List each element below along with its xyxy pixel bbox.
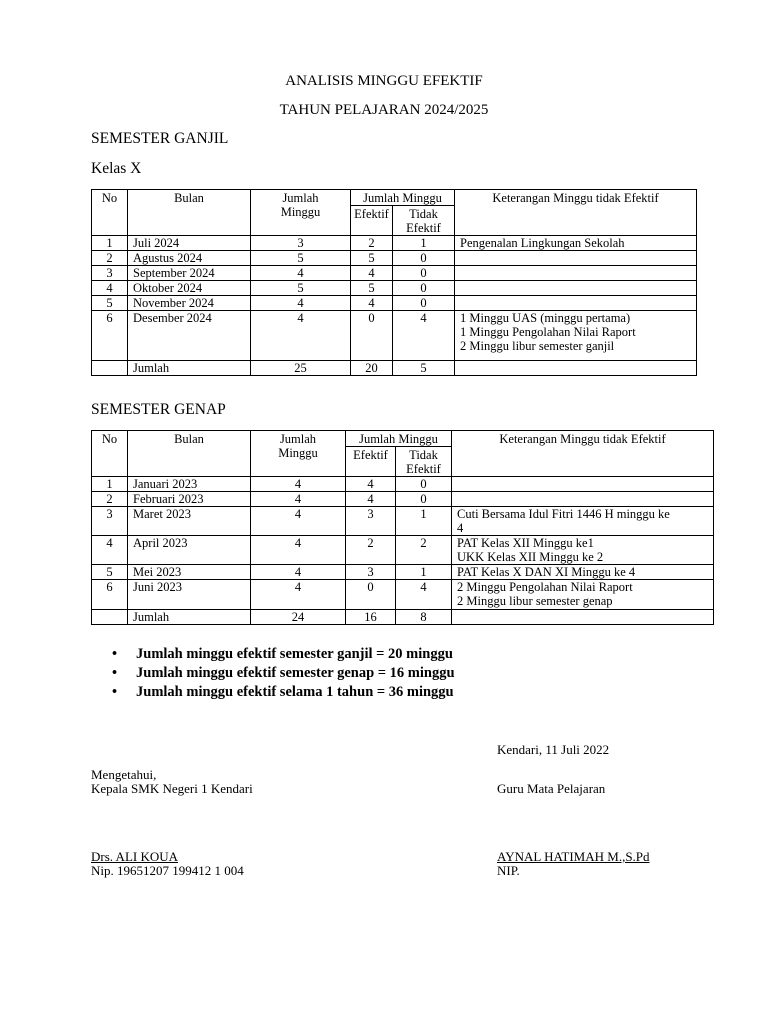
cell-bulan: Desember 2024	[128, 311, 251, 361]
keterangan-line: PAT Kelas X DAN XI Minggu ke 4	[457, 565, 636, 579]
cell-tidak-efektif: 0	[393, 266, 455, 281]
keterangan-line: 4	[457, 521, 464, 535]
keterangan-line: 1 Minggu UAS (minggu pertama)	[460, 311, 631, 325]
document-subtitle: TAHUN PELAJARAN 2024/2025	[279, 102, 489, 118]
cell-efektif: 5	[351, 251, 393, 266]
col-header-tidak-efektif: Tidak Efektif	[393, 206, 455, 236]
table-row	[92, 580, 714, 610]
cell-no: 5	[92, 565, 128, 580]
cell-bulan: Oktober 2024	[128, 281, 251, 296]
total-efektif: 16	[346, 610, 396, 625]
table-row	[92, 565, 714, 580]
total-tidak-efektif: 8	[396, 610, 452, 625]
cell-tidak-efektif: 0	[396, 477, 452, 492]
cell-keterangan	[455, 296, 697, 311]
cell-jumlah-minggu: 5	[251, 281, 351, 296]
cell-jumlah-minggu: 4	[251, 477, 346, 492]
cell-no: 4	[92, 281, 128, 296]
cell-no: 1	[92, 477, 128, 492]
table-row	[92, 492, 714, 507]
table-row	[92, 236, 697, 251]
col-header-group-jumlah-minggu: Jumlah Minggu	[351, 190, 455, 206]
cell-jumlah-minggu: 4	[251, 492, 346, 507]
table-row	[92, 296, 697, 311]
cell-efektif: 0	[346, 580, 396, 610]
cell-tidak-efektif: 0	[393, 296, 455, 311]
semester-genap-heading: SEMESTER GENAP	[91, 401, 226, 418]
cell-bulan: Juli 2024	[128, 236, 251, 251]
summary-item: • Jumlah minggu efektif semester ganjil = 20 minggu	[114, 645, 714, 664]
cell-keterangan	[455, 311, 697, 361]
cell-efektif: 2	[346, 536, 396, 565]
col-header-group-jumlah-minggu: Jumlah Minggu	[346, 431, 452, 447]
col-header-keterangan: Keterangan Minggu tidak Efektif	[455, 190, 697, 236]
cell-efektif: 0	[351, 311, 393, 361]
cell-tidak-efektif: 0	[393, 281, 455, 296]
cell-keterangan	[452, 610, 714, 625]
cell-no: 6	[92, 580, 128, 610]
cell-tidak-efektif: 4	[396, 580, 452, 610]
keterangan-line: 2 Minggu Pengolahan Nilai Raport	[457, 580, 633, 594]
principal-name: Drs. ALI KOUA	[91, 849, 179, 864]
cell-jumlah-minggu: 4	[251, 311, 351, 361]
cell-bulan: April 2023	[128, 536, 251, 565]
cell-no: 2	[92, 251, 128, 266]
cell-keterangan	[452, 580, 714, 610]
document-title: ANALISIS MINGGU EFEKTIF	[285, 73, 483, 89]
keterangan-line: Cuti Bersama Idul Fitri 1446 H minggu ke	[457, 507, 670, 521]
teacher-nip: NIP.	[497, 863, 520, 878]
acknowledged-label: Mengetahui,	[91, 767, 157, 782]
cell-jumlah-minggu: 4	[251, 507, 346, 536]
cell-tidak-efektif: 1	[396, 565, 452, 580]
col-header-bulan: Bulan	[128, 190, 251, 236]
cell-no: 4	[92, 536, 128, 565]
table-row	[92, 536, 714, 565]
cell-jumlah-minggu: 4	[251, 266, 351, 281]
cell-efektif: 4	[346, 477, 396, 492]
cell-keterangan	[452, 507, 714, 536]
cell-keterangan	[452, 477, 714, 492]
cell-no	[92, 610, 128, 625]
cell-tidak-efektif: 1	[393, 236, 455, 251]
cell-tidak-efektif: 2	[396, 536, 452, 565]
semester-ganjil-table	[91, 189, 697, 376]
col-header-keterangan: Keterangan Minggu tidak Efektif	[452, 431, 714, 477]
cell-efektif: 3	[346, 565, 396, 580]
col-header-no: No	[92, 190, 128, 236]
keterangan-line: 1 Minggu Pengolahan Nilai Raport	[460, 325, 636, 339]
col-header-jumlah-minggu: Jumlah Minggu	[251, 190, 351, 236]
total-label: Jumlah	[128, 610, 251, 625]
cell-keterangan	[452, 565, 714, 580]
cell-bulan: Juni 2023	[128, 580, 251, 610]
semester-genap-table	[91, 430, 714, 625]
total-row	[92, 610, 714, 625]
cell-keterangan	[455, 251, 697, 266]
cell-keterangan	[455, 236, 697, 251]
cell-bulan: Mei 2023	[128, 565, 251, 580]
cell-keterangan	[452, 492, 714, 507]
cell-tidak-efektif: 1	[396, 507, 452, 536]
cell-no: 2	[92, 492, 128, 507]
teacher-name: AYNAL HATIMAH M.,S.Pd	[497, 849, 650, 864]
keterangan-line: PAT Kelas XII Minggu ke1	[457, 536, 594, 550]
cell-efektif: 5	[351, 281, 393, 296]
total-jumlah-minggu: 24	[251, 610, 346, 625]
cell-no: 5	[92, 296, 128, 311]
class-label: Kelas X	[91, 160, 142, 177]
cell-jumlah-minggu: 4	[251, 296, 351, 311]
table-row	[92, 507, 714, 536]
cell-keterangan	[452, 536, 714, 565]
principal-nip: Nip. 19651207 199412 1 004	[91, 863, 244, 878]
cell-no: 3	[92, 266, 128, 281]
cell-no: 1	[92, 236, 128, 251]
total-jumlah-minggu: 25	[251, 361, 351, 376]
keterangan-line: 2 Minggu libur semester genap	[457, 594, 613, 608]
summary-item: • Jumlah minggu efektif selama 1 tahun = 36 minggu	[114, 683, 714, 702]
cell-bulan: September 2024	[128, 266, 251, 281]
cell-jumlah-minggu: 5	[251, 251, 351, 266]
cell-keterangan	[455, 361, 697, 376]
place-date: Kendari, 11 Juli 2022	[497, 742, 610, 757]
teacher-role: Guru Mata Pelajaran	[497, 781, 606, 796]
cell-efektif: 2	[351, 236, 393, 251]
cell-jumlah-minggu: 4	[251, 536, 346, 565]
cell-bulan: Februari 2023	[128, 492, 251, 507]
summary-list	[114, 645, 714, 702]
col-header-efektif: Efektif	[351, 206, 393, 236]
cell-keterangan	[455, 266, 697, 281]
total-efektif: 20	[351, 361, 393, 376]
cell-tidak-efektif: 4	[393, 311, 455, 361]
cell-efektif: 4	[351, 266, 393, 281]
cell-efektif: 4	[351, 296, 393, 311]
total-row	[92, 361, 697, 376]
cell-no: 3	[92, 507, 128, 536]
keterangan-line: Pengenalan Lingkungan Sekolah	[460, 236, 625, 250]
table-row	[92, 477, 714, 492]
keterangan-line: 2 Minggu libur semester ganjil	[460, 339, 615, 353]
cell-jumlah-minggu: 4	[251, 565, 346, 580]
cell-efektif: 3	[346, 507, 396, 536]
cell-no: 6	[92, 311, 128, 361]
cell-bulan: Agustus 2024	[128, 251, 251, 266]
cell-jumlah-minggu: 3	[251, 236, 351, 251]
col-header-bulan: Bulan	[128, 431, 251, 477]
cell-bulan: Januari 2023	[128, 477, 251, 492]
table-row	[92, 251, 697, 266]
table-row	[92, 281, 697, 296]
col-header-no: No	[92, 431, 128, 477]
cell-efektif: 4	[346, 492, 396, 507]
col-header-jumlah-minggu: Jumlah Minggu	[251, 431, 346, 477]
col-header-tidak-efektif: Tidak Efektif	[396, 447, 452, 477]
cell-jumlah-minggu: 4	[251, 580, 346, 610]
col-header-efektif: Efektif	[346, 447, 396, 477]
keterangan-line: UKK Kelas XII Minggu ke 2	[457, 550, 604, 564]
cell-bulan: Maret 2023	[128, 507, 251, 536]
table-row	[92, 266, 697, 281]
cell-tidak-efektif: 0	[393, 251, 455, 266]
total-label: Jumlah	[128, 361, 251, 376]
summary-item: • Jumlah minggu efektif semester genap = 16 minggu	[114, 664, 714, 683]
cell-no	[92, 361, 128, 376]
principal-role: Kepala SMK Negeri 1 Kendari	[91, 781, 253, 796]
semester-ganjil-heading: SEMESTER GANJIL	[91, 130, 229, 147]
total-tidak-efektif: 5	[393, 361, 455, 376]
table-row	[92, 311, 697, 361]
cell-keterangan	[455, 281, 697, 296]
cell-bulan: November 2024	[128, 296, 251, 311]
cell-tidak-efektif: 0	[396, 492, 452, 507]
